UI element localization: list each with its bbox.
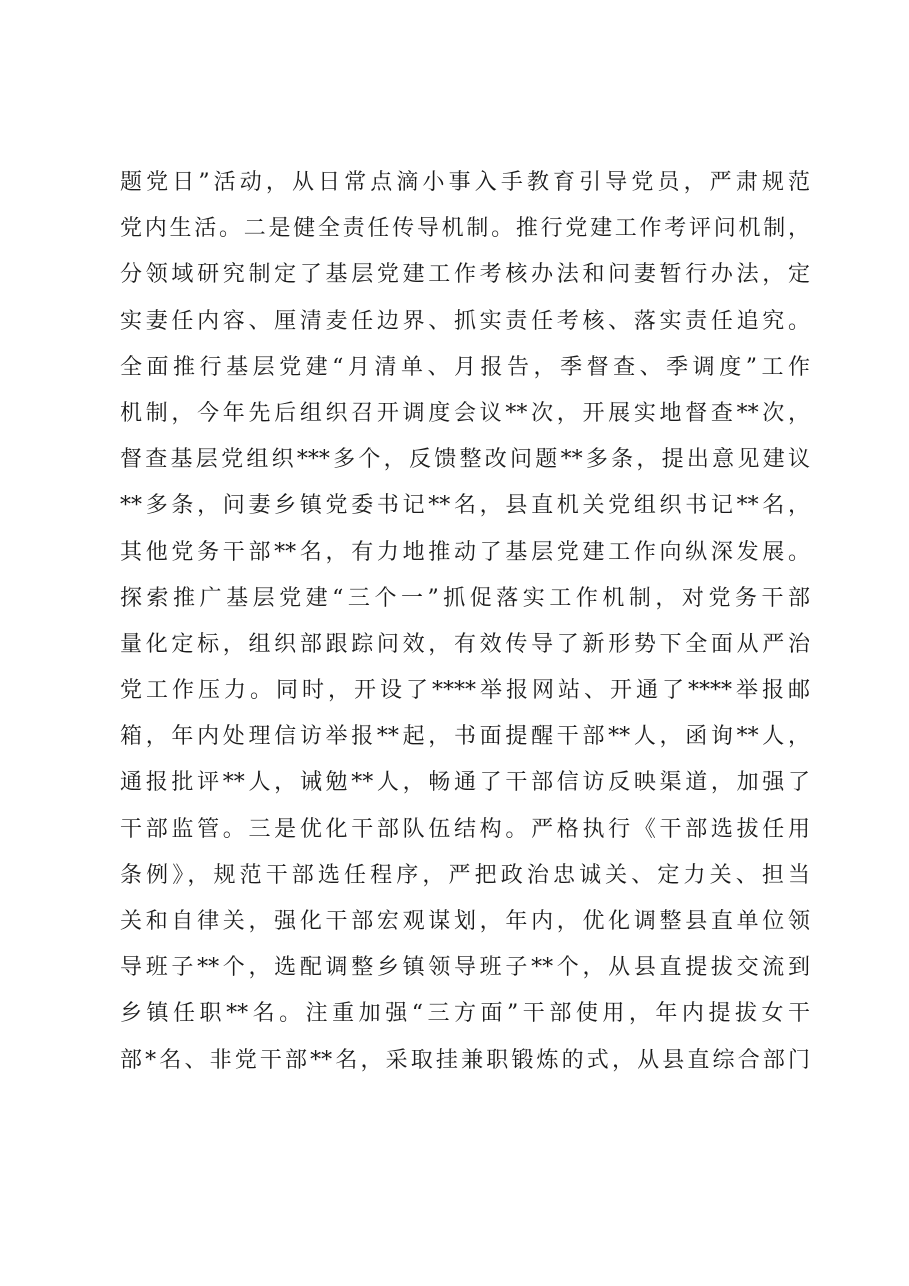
text-line: 通报批评**人，诫勉**人，畅通了干部信访反映渠道，加强了	[120, 770, 810, 796]
text-line: 部*名、非党干部**名，采取挂兼职锻炼的式，从县直综合部门	[120, 1047, 810, 1073]
text-line: 导班子**个，选配调整乡镇领导班子**个，从县直提拔交流到	[120, 955, 810, 981]
text-line: 实妻任内容、厘清麦任边界、抓实责任考核、落实责任追究。	[120, 308, 810, 334]
text-line: 分领域研究制定了基层党建工作考核办法和问妻暂行办法，定	[120, 262, 810, 288]
text-line: 党内生活。二是健全责任传导机制。推行党建工作考评问机制，	[120, 216, 810, 242]
text-line: 条例》，规范干部选任程序，严把政治忠诚关、定力关、担当	[120, 862, 810, 888]
text-line: **多条，问妻乡镇党委书记**名，县直机关党组织书记**名，	[120, 493, 810, 519]
text-line: 量化定标，组织部跟踪问效，有效传导了新形势下全面从严治	[120, 631, 810, 657]
text-line: 乡镇任职**名。注重加强“三方面”干部使用，年内提拔女干	[120, 1001, 810, 1027]
text-line: 全面推行基层党建“月清单、月报告，季督查、季调度”工作	[120, 354, 810, 380]
body-text	[120, 160, 810, 1084]
text-line: 箱，年内处理信访举报**起，书面提醒干部**人，函询**人，	[120, 724, 810, 750]
text-line: 督查基层党组织***多个，反馈整改问题**多条，提出意见建议	[120, 447, 810, 473]
text-line: 探索推广基层党建“三个一”抓促落实工作机制，对党务干部	[120, 585, 810, 611]
text-line: 机制，今年先后组织召开调度会议**次，开展实地督查**次，	[120, 400, 810, 426]
text-line: 关和自律关，强化干部宏观谋划，年内，优化调整县直单位领	[120, 909, 810, 934]
text-line: 题党日”活动，从日常点滴小事入手教育引导党员，严肃规范	[120, 170, 810, 195]
text-line: 其他党务干部**名，有力地推动了基层党建工作向纵深发展。	[120, 539, 810, 565]
text-line: 党工作压力。同时，开设了****举报网站、开通了****举报邮	[120, 678, 810, 704]
text-line: 干部监管。三是优化干部队伍结构。严格执行《干部选拔任用	[120, 816, 810, 842]
